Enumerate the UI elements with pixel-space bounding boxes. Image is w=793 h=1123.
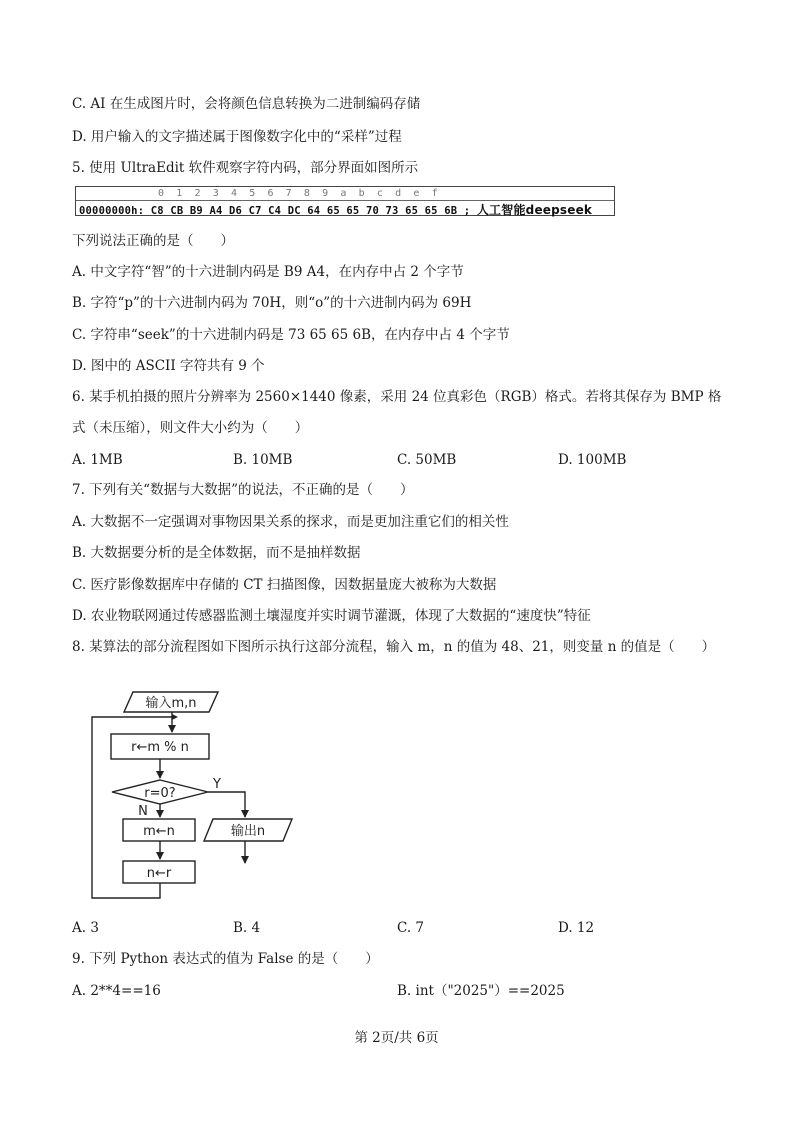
question-5: 5. 使用 UltraEdit 软件观察字符内码，部分界面如图所示	[72, 160, 419, 176]
question-5-option-a: A. 中文字符“智”的十六进制内码是 B9 A4，在内存中占 2 个字节	[72, 264, 464, 280]
question-5-option-d: D. 图中的 ASCII 字符共有 9 个	[72, 358, 265, 374]
flow-assign-m-text: m←n	[143, 824, 175, 839]
flow-input-text: 输入m,n	[145, 696, 197, 711]
question-9-option-a: A. 2**4==16	[72, 983, 161, 999]
question-5-option-c: C. 字符串“seek”的十六进制内码是 73 65 65 6B，在内存中占 4 个字节	[72, 327, 510, 343]
question-6-option-a: A. 1MB	[72, 452, 123, 468]
question-7-option-c: C. 医疗影像数据库中存储的 CT 扫描图像，因数据量庞大被称为大数据	[72, 577, 497, 593]
question-6-option-b: B. 10MB	[233, 452, 293, 468]
question-6-option-c: C. 50MB	[397, 452, 457, 468]
flow-no-label: N	[138, 804, 148, 819]
question-8-option-c: C. 7	[397, 920, 425, 936]
hex-separator: ;	[463, 205, 471, 217]
flow-yes-label: Y	[213, 777, 221, 792]
question-8-option-a: A. 3	[72, 920, 99, 936]
flow-assign-r-text: r←m % n	[131, 740, 189, 755]
question-7-option-b: B. 大数据要分析的是全体数据，而不是抽样数据	[72, 545, 361, 561]
hex-text: 人工智能deepseek	[476, 203, 593, 217]
question-7-option-d: D. 农业物联网通过传感器监测土壤湿度并实时调节灌溉，体现了大数据的“速度快”特征	[72, 608, 591, 624]
question-8-option-b: B. 4	[233, 920, 261, 936]
question-6-option-d: D. 100MB	[558, 452, 627, 468]
flow-output-text: 输出n	[230, 824, 266, 839]
flow-condition-text: r=0?	[144, 786, 176, 801]
question-6-line-1: 6. 某手机拍摄的照片分辨率为 2560×1440 像素，采用 24 位真彩色（RGB）格式。若将其保存为 BMP 格	[72, 389, 722, 405]
hex-data-row	[79, 201, 592, 218]
question-9-option-b: B. int（"2025"）==2025	[397, 983, 565, 999]
question-5-ask: 下列说法正确的是（ ）	[72, 233, 234, 249]
question-5-option-b: B. 字符“p”的十六进制内码为 70H，则“o”的十六进制内码为 69H	[72, 295, 472, 311]
question-7: 7. 下列有关“数据与大数据”的说法，不正确的是（ ）	[72, 482, 414, 498]
flowchart	[85, 685, 315, 905]
question-9: 9. 下列 Python 表达式的值为 False 的是（ ）	[72, 951, 379, 967]
question-6-line-2: 式（未压缩），则文件大小约为（ ）	[72, 420, 309, 436]
question-7-option-a: A. 大数据不一定强调对事物因果关系的探求，而是更加注重它们的相关性	[72, 514, 509, 530]
option-c-ai: C. AI 在生成图片时，会将颜色信息转换为二进制编码存储	[72, 96, 421, 112]
ultraedit-hex-view	[75, 186, 615, 216]
question-8-option-d: D. 12	[558, 920, 595, 936]
hex-address: 00000000h:	[79, 205, 145, 217]
option-d-ai: D. 用户输入的文字描述属于图像数字化中的“采样”过程	[72, 129, 402, 145]
question-8: 8. 某算法的部分流程图如下图所示执行这部分流程，输入 m，n 的值为 48、21，则变量 n 的值是（ ）	[72, 639, 716, 655]
flow-assign-n-text: n←r	[146, 866, 172, 881]
hex-column-header: 0 1 2 3 4 5 6 7 8 9 a b c d e f	[158, 188, 441, 199]
page-footer: 第 2页/共 6页	[354, 1030, 439, 1046]
hex-bytes: C8 CB B9 A4 D6 C7 C4 DC 64 65 65 70 73 65 65 6B	[150, 205, 458, 217]
